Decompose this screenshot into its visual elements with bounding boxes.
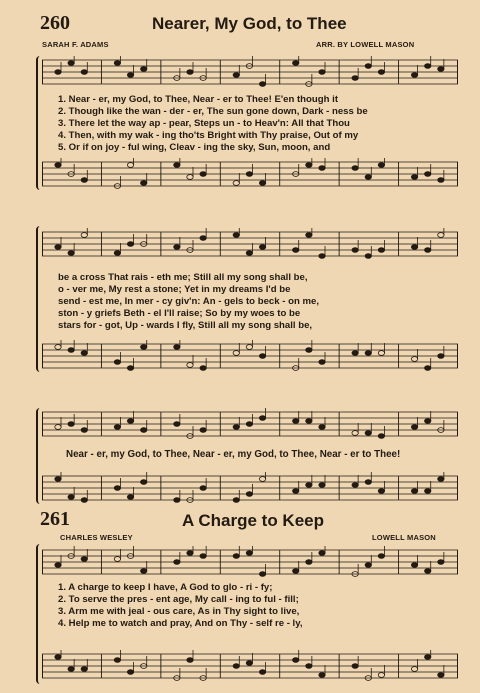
note-head (365, 64, 371, 69)
note-head (365, 563, 371, 568)
note-head (141, 67, 147, 72)
note-head (187, 70, 193, 75)
note-head (352, 76, 358, 81)
note-head (187, 363, 193, 368)
note-head (233, 425, 239, 430)
note-head (259, 572, 265, 577)
note-head (411, 489, 417, 494)
note-head (411, 357, 417, 362)
note-head (68, 348, 74, 353)
note-head (293, 419, 299, 424)
note-head (68, 667, 74, 672)
note-head (81, 667, 87, 672)
note-head (365, 254, 371, 259)
note-head (81, 498, 87, 503)
note-head (141, 428, 147, 433)
note-head (246, 422, 252, 427)
note-head (174, 560, 180, 565)
lyric-line: o - ver me, My rest a stone; Yet in my dreams I'd be (58, 284, 291, 295)
lyric-line: ston - y griefs Beth - el I'll raise; So by my woes to be (58, 308, 301, 319)
note-head (68, 251, 74, 256)
note-head (233, 351, 239, 356)
note-head (174, 163, 180, 168)
note-head (200, 236, 206, 241)
note-head (425, 419, 431, 424)
note-head (233, 554, 239, 559)
note-head (319, 70, 325, 75)
note-head (378, 489, 384, 494)
note-head (233, 181, 239, 186)
note-head (174, 245, 180, 250)
note-head (141, 480, 147, 485)
lyric-line: 1. A charge to keep I have, A God to glo - ri - fy; (58, 582, 273, 593)
note-head (365, 351, 371, 356)
lyric-line: 1. Near - er, my God, to Thee, Near - er to Thee! E'en though it (58, 94, 339, 105)
note-head (114, 557, 120, 562)
note-head (174, 345, 180, 350)
note-head (378, 673, 384, 678)
note-head (81, 70, 87, 75)
note-head (233, 498, 239, 503)
note-head (425, 489, 431, 494)
hymn-title: Nearer, My God, to Thee (152, 14, 347, 33)
note-head (174, 422, 180, 427)
note-head (306, 419, 312, 424)
note-head (81, 233, 87, 238)
music-staff (42, 158, 458, 190)
note-head (293, 489, 299, 494)
note-head (319, 673, 325, 678)
lyric-line: 3. There let the way ap - pear, Steps un - to Heav'n: All that Thou (58, 118, 350, 129)
note-head (438, 233, 444, 238)
note-head (438, 560, 444, 565)
lyric-line: stars for - got, Up - wards I fly, Still all my song shall be, (58, 320, 313, 331)
note-head (200, 366, 206, 371)
note-head (81, 178, 87, 183)
note-head (114, 251, 120, 256)
note-head (306, 233, 312, 238)
note-head (127, 163, 133, 168)
note-head (246, 492, 252, 497)
note-head (306, 163, 312, 168)
note-head (55, 425, 61, 430)
note-head (438, 673, 444, 678)
note-head (319, 483, 325, 488)
note-head (55, 655, 61, 660)
note-head (114, 425, 120, 430)
note-head (411, 245, 417, 250)
note-head (293, 248, 299, 253)
note-head (55, 563, 61, 568)
note-head (81, 557, 87, 562)
note-head (246, 251, 252, 256)
note-head (114, 360, 120, 365)
hymn-number: 261 (40, 508, 70, 530)
note-head (55, 477, 61, 482)
note-head (233, 664, 239, 669)
note-head (114, 658, 120, 663)
note-head (259, 354, 265, 359)
note-head (306, 664, 312, 669)
note-head (187, 175, 193, 180)
note-head (259, 245, 265, 250)
note-head (246, 345, 252, 350)
note-head (187, 658, 193, 663)
hymn-number: 260 (40, 12, 70, 34)
note-head (352, 166, 358, 171)
note-head (319, 254, 325, 259)
note-head (378, 434, 384, 439)
note-head (352, 431, 358, 436)
note-head (365, 480, 371, 485)
note-head (319, 360, 325, 365)
note-head (425, 64, 431, 69)
note-head (141, 181, 147, 186)
refrain-lyric: Near - er, my God, to Thee, Near - er, my God, to Thee, Near - er to Thee! (66, 449, 401, 460)
note-head (438, 178, 444, 183)
note-head (114, 486, 120, 491)
note-head (141, 345, 147, 350)
lyric-line: 3. Arm me with jeal - ous care, As in Thy sight to live, (58, 606, 300, 617)
note-head (127, 495, 133, 500)
lyricist-credit: SARAH F. ADAMS (42, 40, 109, 49)
note-head (259, 181, 265, 186)
composer-credit: ARR. BY LOWELL MASON (316, 40, 415, 49)
note-head (319, 425, 325, 430)
music-staff (42, 228, 458, 260)
music-staff (42, 408, 458, 440)
note-head (378, 70, 384, 75)
note-head (55, 70, 61, 75)
note-head (293, 569, 299, 574)
lyric-line: send - est me, In mer - cy giv'n: An - gels to beck - on me, (58, 296, 320, 307)
note-head (352, 483, 358, 488)
note-head (293, 61, 299, 66)
note-head (378, 248, 384, 253)
note-head (365, 431, 371, 436)
note-head (259, 82, 265, 87)
note-head (55, 345, 61, 350)
note-head (200, 172, 206, 177)
note-head (174, 498, 180, 503)
note-head (438, 67, 444, 72)
music-staff (42, 546, 458, 578)
note-head (425, 655, 431, 660)
note-head (352, 248, 358, 253)
note-head (187, 551, 193, 556)
lyric-line: 2. To serve the pres - ent age, My call - ing to ful - fill; (58, 594, 299, 605)
lyric-line: be a cross That rais - eth me; Still all my song shall be, (58, 272, 308, 283)
note-head (55, 163, 61, 168)
note-head (378, 554, 384, 559)
note-head (411, 667, 417, 672)
lyric-line: 4. Then, with my wak - ing tho'ts Bright with Thy praise, Out of my (58, 130, 359, 141)
note-head (68, 61, 74, 66)
composer-credit: LOWELL MASON (372, 533, 436, 542)
note-head (259, 477, 265, 482)
note-head (438, 354, 444, 359)
lyric-line: 4. Help me to watch and pray, And on Thy - self re - ly, (58, 618, 303, 629)
note-head (425, 248, 431, 253)
note-head (200, 428, 206, 433)
note-head (81, 351, 87, 356)
note-head (365, 175, 371, 180)
note-head (127, 670, 133, 675)
music-staff (42, 650, 458, 682)
note-head (233, 73, 239, 78)
note-head (306, 560, 312, 565)
note-head (233, 233, 239, 238)
note-head (81, 428, 87, 433)
hymn-title: A Charge to Keep (182, 511, 325, 530)
note-head (319, 166, 325, 171)
note-head (425, 172, 431, 177)
note-head (246, 551, 252, 556)
note-head (319, 551, 325, 556)
note-head (259, 416, 265, 421)
note-head (306, 348, 312, 353)
note-head (293, 658, 299, 663)
note-head (127, 366, 133, 371)
note-head (438, 477, 444, 482)
music-staff (42, 56, 458, 88)
music-staff (42, 340, 458, 372)
note-head (378, 163, 384, 168)
lyric-line: 2. Though like the wan - der - er, The sun gone down, Dark - ness be (58, 106, 368, 117)
note-head (200, 486, 206, 491)
note-head (127, 73, 133, 78)
note-head (114, 61, 120, 66)
note-head (352, 351, 358, 356)
note-head (411, 73, 417, 78)
note-head (127, 419, 133, 424)
lyricist-credit: CHARLES WESLEY (60, 533, 133, 542)
note-head (425, 366, 431, 371)
note-head (378, 351, 384, 356)
note-head (411, 175, 417, 180)
note-head (411, 563, 417, 568)
note-head (246, 172, 252, 177)
note-head (68, 422, 74, 427)
note-head (259, 670, 265, 675)
music-staff (42, 472, 458, 504)
note-head (127, 242, 133, 247)
note-head (425, 569, 431, 574)
lyric-line: 5. Or if on joy - ful wing, Cleav - ing the sky, Sun, moon, and (58, 142, 331, 153)
note-head (411, 425, 417, 430)
note-head (246, 661, 252, 666)
note-head (306, 483, 312, 488)
note-head (352, 664, 358, 669)
note-head (68, 495, 74, 500)
note-head (55, 245, 61, 250)
note-head (141, 569, 147, 574)
note-head (200, 554, 206, 559)
